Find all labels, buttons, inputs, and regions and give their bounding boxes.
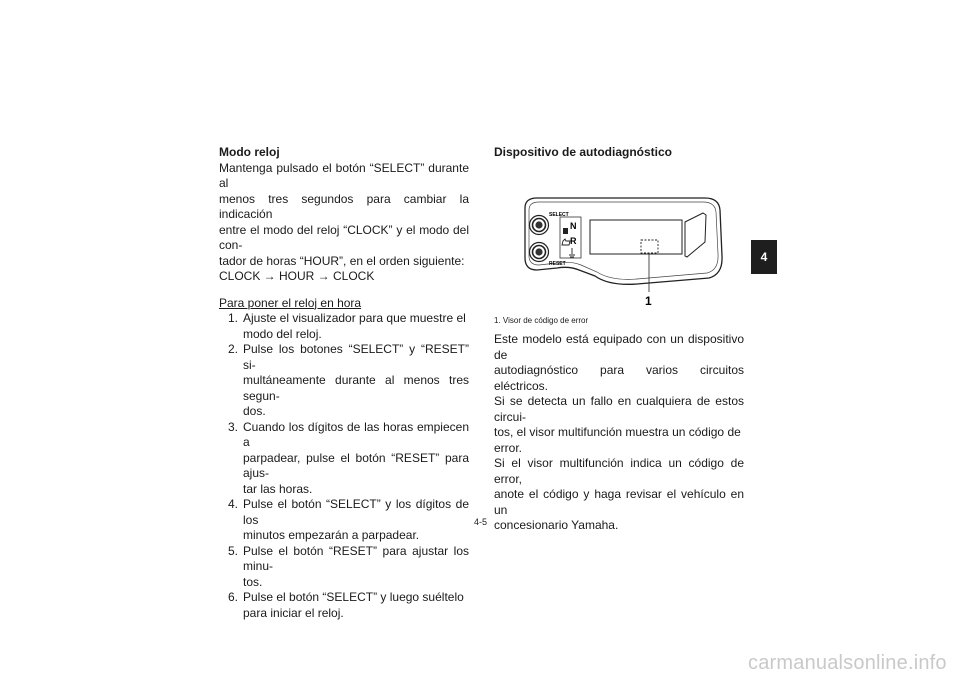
step-line: Ajuste el visualizador para que muestre el: [243, 311, 466, 325]
body-line: autodiagnóstico para varios circuitos eléctricos.: [494, 363, 744, 393]
chapter-tab: 4: [751, 240, 777, 274]
right-column: [494, 145, 744, 161]
intro-line: tador de horas “HOUR”, en el orden siguiente:: [219, 253, 465, 268]
step-line: tar las horas.: [243, 481, 313, 496]
step-number: 3.: [227, 419, 238, 434]
meter-illustration: [517, 194, 727, 312]
meter-housing-outline: [525, 198, 722, 284]
list-item: [219, 544, 469, 591]
meter-lens: [685, 213, 706, 257]
step-number: 4.: [227, 497, 238, 511]
select-label: SELECT: [549, 212, 569, 218]
subheading-set-clock: Para poner el reloj en hora: [219, 295, 362, 310]
step-number: 5.: [227, 543, 238, 558]
step-number: 2.: [227, 342, 238, 356]
section-heading-clock-mode: Modo reloj: [219, 145, 280, 159]
clock-mode-intro: [219, 161, 469, 285]
meter-drawing: [517, 194, 727, 312]
callout-number: 1: [645, 294, 652, 308]
intro-line: CLOCK → HOUR → CLOCK: [219, 269, 375, 283]
body-line: Este modelo está equipado con un dispositivo de: [494, 332, 744, 362]
self-diagnosis-body: [494, 332, 744, 534]
body-line: error.: [494, 440, 523, 455]
step-line: Pulse los botones “SELECT” y “RESET” si-: [243, 342, 469, 372]
section-heading-self-diagnosis: Dispositivo de autodiagnóstico: [494, 145, 673, 159]
intro-line: entre el modo del reloj “CLOCK” y el modo del con-: [219, 222, 469, 252]
step-line: multáneamente durante al menos tres segun-: [243, 373, 469, 403]
list-item: [219, 311, 469, 342]
error-code-display: [641, 240, 658, 253]
watermark: carmanualsonline.info: [748, 652, 947, 674]
step-line: parpadear, pulse el botón “RESET” para ajus-: [243, 450, 469, 480]
body-line: anote el código y haga revisar el vehículo en un: [494, 487, 744, 517]
list-item: [219, 342, 469, 420]
reset-button-graphic: [530, 243, 549, 262]
step-line: minutos empezarán a parpadear.: [243, 528, 420, 542]
step-line: Pulse el botón “RESET” para ajustar los minu-: [243, 543, 469, 573]
temperature-icon: [569, 248, 575, 257]
step-line: modo del reloj.: [243, 326, 322, 341]
step-line: dos.: [243, 404, 266, 418]
page-number: 4-5: [474, 517, 488, 527]
step-number: 1.: [227, 311, 238, 325]
body-line: concesionario Yamaha.: [494, 518, 619, 532]
step-line: Pulse el botón “SELECT” y los dígitos de los: [243, 497, 469, 527]
step-line: Pulse el botón “SELECT” y luego suéltelo: [243, 590, 464, 604]
step-number: 6.: [227, 590, 238, 604]
step-line: para iniciar el reloj.: [243, 605, 344, 620]
body-line: Si se detecta un fallo en cualquiera de estos circui-: [494, 394, 744, 424]
list-item: [219, 590, 469, 621]
select-button-graphic: [530, 216, 549, 235]
body-line: tos, el visor multifunción muestra un código de: [494, 425, 741, 439]
oil-icon: [562, 239, 570, 245]
multifunction-display: [590, 220, 682, 254]
reverse-indicator: R: [570, 236, 577, 246]
reset-label: RESET: [549, 261, 566, 267]
neutral-indicator: N: [570, 221, 577, 231]
left-column: [219, 145, 469, 621]
fuel-icon: [563, 228, 568, 234]
figure-caption: 1. Visor de código de error: [494, 316, 589, 325]
step-line: tos.: [243, 574, 263, 589]
intro-line: Mantenga pulsado el botón “SELECT” durante al: [219, 160, 469, 190]
intro-line: menos tres segundos para cambiar la indicación: [219, 191, 469, 221]
body-line: Si el visor multifunción indica un código de error,: [494, 456, 744, 486]
step-line: Cuando los dígitos de las horas empiecen a: [243, 419, 469, 449]
list-item: [219, 420, 469, 498]
list-item: [219, 497, 469, 544]
clock-steps-list: [219, 311, 469, 621]
